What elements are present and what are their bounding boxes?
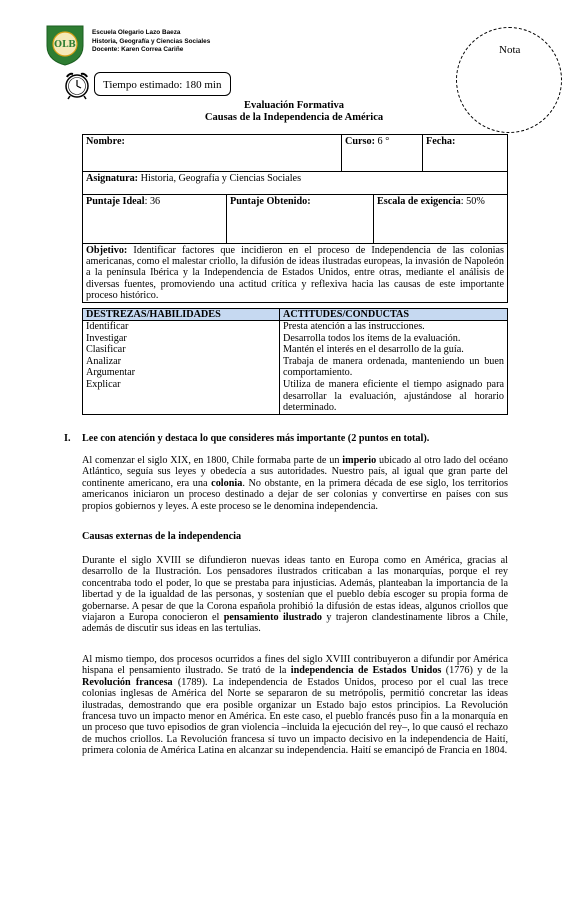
course-cell: Curso: 6 ° (342, 135, 423, 172)
school-logo (45, 24, 85, 66)
instruction-text: Lee con atención y destaca lo que consideres más importante (2 puntos en total). (82, 433, 430, 444)
attitude-item: Desarrolla todos los ítems de la evaluación. (283, 332, 461, 344)
eval-subtitle: Causas de la Independencia de América (204, 112, 384, 123)
school-teacher: Docente: Karen Correa Cariñe (92, 46, 184, 54)
eval-title: Evaluación Formativa (243, 100, 345, 111)
attitude-item: Utiliza de manera eficiente el tiempo asignado para desarrollar la evaluación, ajustándose al horario determinado. (283, 378, 504, 414)
paragraph-1: Al comenzar el siglo XIX, en 1800, Chile formaba parte de un imperio ubicado al otro lado del océano Atlántico, seguía sus leyes y obedecía a sus autoridades. Nuestro país, al igual que gran parte del continente americano, era una colonia. No obstante, en la primera década de ese siglo, los territorios americanos iniciaron un proceso destinado a dejar de ser colonias y convertirse en países con sus propios gobiernos y leyes. A este proceso se le denomina independencia. (82, 455, 509, 512)
paragraph-3: Al mismo tiempo, dos procesos ocurridos a fines del siglo XVIII contribuyeron a difundir por América hispana el pensamiento ilustrado. Se trató de la independencia de Estados Unidos (1776) y de la Revolución francesa (1789). La independencia de Estados Unidos, proceso por el cual las trece colonias inglesas de América del Norte se separaron de su metrópolis, permitió concretar las ideas ilustradas, demostrando que era posible organizar un Estado bajo estos principios. La Revolución francesa tuvo un impacto menor en América. En este caso, el pueblo francés puso fin a la monarquía en un proceso que tuvo episodios de gran violencia –incluida la ejecución del rey–, lo que causó el rechazo de muchos criollos. La Revolución francesa sí tuvo un impacto decisivo en la independencia de Haití, primera colonia de América Latina en alcanzar su independencia. Haití se emancipó de Francia en 1804. (82, 654, 509, 757)
objective-cell: Objetivo: Identificar factores que incidieron en el proceso de Independencia de las colonias americanas, como el malestar criollo, la difusión de ideas ilustradas europeas, la invasión de Napoleón a la península Ibérica y la Independencia de Estados Unidos, entre otras, mediante el análisis de diversas fuentes, promoviendo una actitud crítica y reflexiva hacia las causas de este importante proceso histórico. (83, 244, 508, 303)
logo-initials: OLB (54, 40, 76, 50)
attitudes-list (280, 321, 508, 415)
date-cell: Fecha: (423, 135, 508, 172)
scale-cell: Escala de exigencia: 50% (377, 196, 485, 207)
section-heading: Causas externas de la independencia (82, 531, 242, 542)
instruction (64, 433, 430, 444)
estimated-time: Tiempo estimado: 180 min (94, 72, 231, 96)
skill-item: Clasificar (86, 344, 126, 356)
instruction-number: I. (64, 433, 71, 444)
school-info (92, 29, 210, 55)
paragraph-2: Durante el siglo XVIII se difundieron nuevas ideas tanto en Europa como en América, gracias al desarrollo de la Ilustración. Los pensadores ilustrados criticaban a las monarquías, porque el rey concentraba todo el poder, lo que se prestaba para injusticias. Además, planteaban la importancia de la libertad y de la igualdad de las personas, y sostenían que el pueblo debía escoger su propia forma de gobernarse. A pesar de que la Corona española prohibió la difusión de estas ideas, algunos criollos que viajaron a Europa conocieron el pensamiento ilustrado y trajeron clandestinamente libros a Chile, además de discutir sus ideas en las tertulias. (82, 555, 508, 635)
skill-item: Identificar (86, 321, 129, 332)
skill-item: Analizar (86, 355, 122, 367)
skills-header: DESTREZAS/HABILIDADES (83, 309, 280, 321)
attitudes-header: ACTITUDES/CONDUCTAS (280, 309, 508, 321)
alarm-clock-icon (62, 70, 92, 100)
attitude-item: Presta atención a las instrucciones. (283, 321, 425, 332)
school-subject: Historia, Geografía y Ciencias Sociales (92, 37, 211, 45)
skills-list (83, 321, 280, 415)
skill-item: Investigar (86, 332, 127, 344)
school-name: Escuela Olegario Lazo Baeza (92, 29, 181, 36)
skill-item: Argumentar (86, 367, 136, 379)
skills-table (82, 308, 508, 415)
skill-item: Explicar (86, 378, 121, 390)
obtained-score-cell: Puntaje Obtenido: (227, 195, 374, 243)
attitude-item: Mantén el interés en el desarrollo de la guía. (283, 344, 464, 356)
attitude-item: Trabaja de manera ordenada, manteniendo un buen comportamiento. (283, 355, 504, 379)
name-cell: Nombre: (83, 135, 342, 172)
ideal-score-cell: Puntaje Ideal: 36 (83, 195, 227, 243)
student-info-table (82, 134, 508, 303)
subject-cell: Asignatura: Historia, Geografía y Ciencias Sociales (83, 172, 508, 195)
grade-label: Nota (499, 44, 521, 56)
